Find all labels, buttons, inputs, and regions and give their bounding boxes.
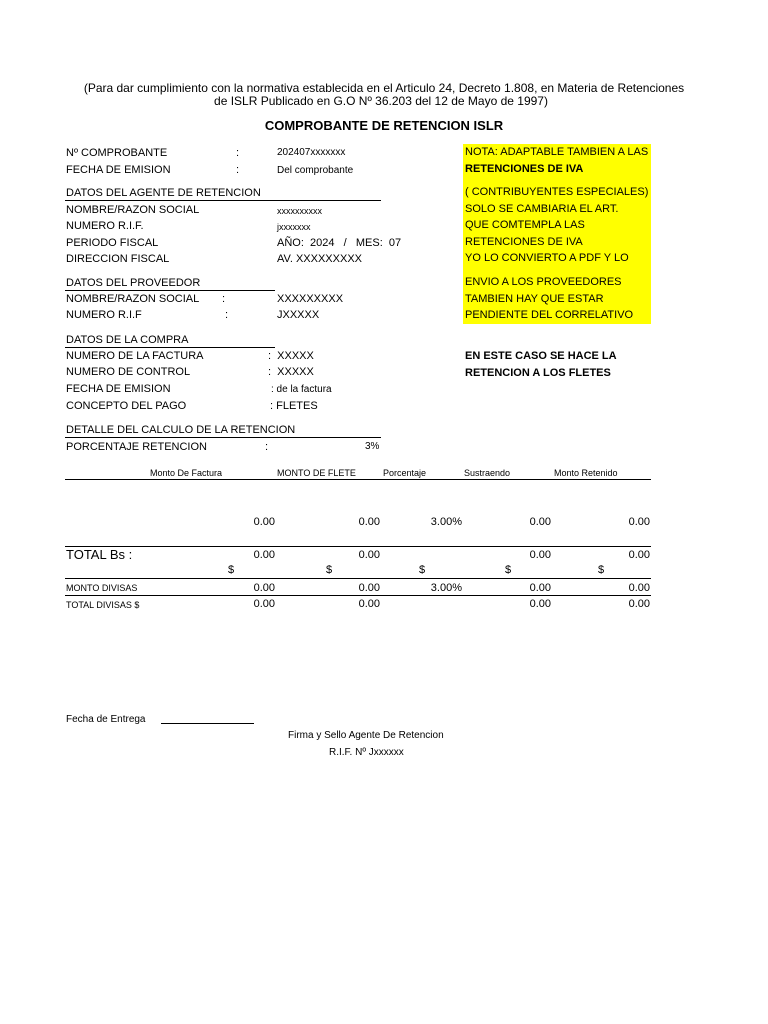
dollar-sign-3: $ <box>419 564 426 576</box>
row1-monto-factura: 0.00 <box>253 516 275 528</box>
nota-spacer-2 <box>463 267 651 275</box>
comprobante-num-colon: : <box>236 147 240 159</box>
firma-rif-label: R.I.F. Nº Jxxxxxx <box>329 747 404 758</box>
agente-nombre-label: NOMBRE/RAZON SOCIAL <box>66 204 200 216</box>
row1-monto-flete: 0.00 <box>358 516 380 528</box>
col-header-monto-flete: MONTO DE FLETE <box>277 468 356 478</box>
porcentaje-value: 3% <box>365 441 380 452</box>
fletes-note-line-2: RETENCION A LOS FLETES <box>465 367 611 379</box>
nota-line-7: YO LO CONVIERTO A PDF Y LO <box>463 250 651 267</box>
nota-line-4: SOLO SE CAMBIARIA EL ART. <box>463 201 651 218</box>
nota-line-10: PENDIENTE DEL CORRELATIVO <box>463 307 651 324</box>
agente-section-underline <box>65 200 381 201</box>
compra-fecha-label: FECHA DE EMISION <box>66 383 171 395</box>
proveedor-nombre-colon: : <box>222 293 226 305</box>
total-bs-monto-flete: 0.00 <box>358 549 380 561</box>
proveedor-rif-label: NUMERO R.I.F <box>66 309 142 321</box>
total-bs-sustraendo: 0.00 <box>529 549 551 561</box>
divisas-label: MONTO DIVISAS <box>66 583 138 593</box>
nota-line-3: ( CONTRIBUYENTES ESPECIALES) <box>463 184 651 201</box>
firma-sello-label: Firma y Sello Agente De Retencion <box>288 730 444 741</box>
porcentaje-colon: : <box>265 441 269 453</box>
periodo-fiscal-value: AÑO: 2024 / MES: 07 <box>277 237 402 249</box>
porcentaje-label: PORCENTAJE RETENCION <box>66 441 207 453</box>
divisas-topline <box>65 578 651 579</box>
proveedor-rif-colon: : <box>225 309 229 321</box>
concepto-value: : FLETES <box>270 400 318 412</box>
divisas-sustraendo: 0.00 <box>529 582 551 594</box>
divisas-porcentaje: 3.00% <box>430 582 462 594</box>
fecha-emision-label: FECHA DE EMISION <box>66 164 171 176</box>
nota-line-1: NOTA: ADAPTABLE TAMBIEN A LAS <box>463 144 651 161</box>
proveedor-nombre-label: NOMBRE/RAZON SOCIAL <box>66 293 200 305</box>
row1-sustraendo: 0.00 <box>529 516 551 528</box>
total-divisas-monto-flete: 0.00 <box>358 598 380 610</box>
header-line-1: (Para dar cumplimiento con la normativa establecida en el Articulo 24, Decreto 1.808, en Materia de Retenciones <box>83 81 685 95</box>
total-divisas-monto-retenido: 0.00 <box>628 598 650 610</box>
proveedor-nombre-value: XXXXXXXXX <box>277 293 344 305</box>
agente-section-title: DATOS DEL AGENTE DE RETENCION <box>66 187 261 199</box>
total-divisas-topline <box>65 595 651 596</box>
total-divisas-label: TOTAL DIVISAS $ <box>66 600 140 610</box>
nota-line-2: RETENCIONES DE IVA <box>463 161 651 178</box>
divisas-monto-factura: 0.00 <box>253 582 275 594</box>
row1-porcentaje: 3.00% <box>430 516 462 528</box>
proveedor-rif-value: JXXXXX <box>277 309 320 321</box>
col-header-monto-factura: Monto De Factura <box>150 468 223 478</box>
col-header-porcentaje: Porcentaje <box>383 468 427 478</box>
compra-section-underline <box>65 347 275 348</box>
fecha-emision-value: Del comprobante <box>277 165 354 176</box>
row1-monto-retenido: 0.00 <box>628 516 650 528</box>
col-header-monto-retenido: Monto Retenido <box>554 468 618 478</box>
fletes-note-line-1: EN ESTE CASO SE HACE LA <box>465 350 617 362</box>
proveedor-section-title: DATOS DEL PROVEEDOR <box>66 277 201 289</box>
nota-spacer <box>463 177 651 184</box>
nota-line-6: RETENCIONES DE IVA <box>463 234 651 251</box>
compra-section-title: DATOS DE LA COMPRA <box>66 334 189 346</box>
dollar-sign-1: $ <box>228 564 235 576</box>
dollar-sign-2: $ <box>326 564 333 576</box>
control-value: : XXXXX <box>268 366 314 378</box>
total-bs-label: TOTAL Bs : <box>66 547 133 562</box>
control-label: NUMERO DE CONTROL <box>66 366 191 378</box>
dollar-sign-5: $ <box>598 564 605 576</box>
agente-nombre-value: xxxxxxxxxx <box>277 206 322 216</box>
table-header-underline <box>65 479 651 480</box>
divisas-monto-flete: 0.00 <box>358 582 380 594</box>
col-header-sustraendo: Sustraendo <box>464 468 511 478</box>
divisas-monto-retenido: 0.00 <box>628 582 650 594</box>
direccion-fiscal-value: AV. XXXXXXXXX <box>277 253 362 265</box>
total-divisas-monto-factura: 0.00 <box>253 598 275 610</box>
fecha-entrega-label: Fecha de Entrega <box>66 714 146 725</box>
page-title: COMPROBANTE DE RETENCION ISLR <box>264 118 504 133</box>
periodo-fiscal-label: PERIODO FISCAL <box>66 237 159 249</box>
fecha-entrega-line <box>161 723 254 724</box>
total-bs-monto-factura: 0.00 <box>253 549 275 561</box>
factura-value: : XXXXX <box>268 350 314 362</box>
total-bs-monto-retenido: 0.00 <box>628 549 650 561</box>
factura-label: NUMERO DE LA FACTURA <box>66 350 204 362</box>
nota-line-9: TAMBIEN HAY QUE ESTAR <box>463 291 651 308</box>
proveedor-section-underline <box>65 290 275 291</box>
comprobante-num-value: 202407xxxxxxx <box>277 147 346 158</box>
agente-rif-label: NUMERO R.I.F. <box>66 220 144 232</box>
compra-fecha-value: : de la factura <box>271 384 332 395</box>
nota-line-8: ENVIO A LOS PROVEEDORES <box>463 274 651 291</box>
total-bs-topline <box>65 546 651 547</box>
concepto-label: CONCEPTO DEL PAGO <box>66 400 187 412</box>
fecha-emision-colon: : <box>236 164 240 176</box>
dollar-sign-4: $ <box>505 564 512 576</box>
calculo-section-title: DETALLE DEL CALCULO DE LA RETENCION <box>66 424 296 436</box>
header-line-2: de ISLR Publicado en G.O Nº 36.203 del 12 de Mayo de 1997) <box>214 94 548 108</box>
agente-rif-value: jxxxxxxx <box>277 222 311 232</box>
direccion-fiscal-label: DIRECCION FISCAL <box>66 253 170 265</box>
comprobante-num-label: Nº COMPROBANTE <box>66 147 168 159</box>
total-divisas-sustraendo: 0.00 <box>529 598 551 610</box>
nota-line-5: QUE COMTEMPLA LAS <box>463 217 651 234</box>
calculo-section-underline <box>65 437 381 438</box>
